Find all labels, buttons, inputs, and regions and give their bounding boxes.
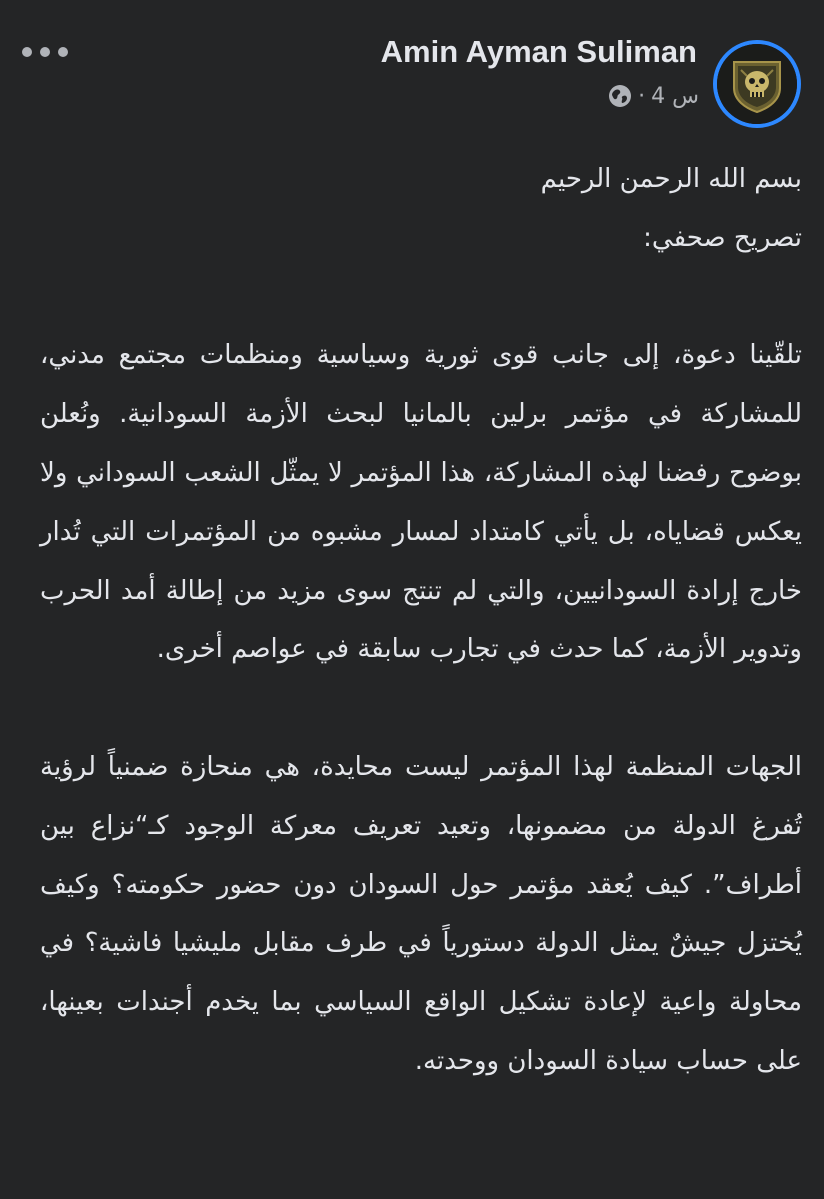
paragraph-spacer	[40, 679, 802, 738]
profile-avatar[interactable]	[713, 40, 801, 128]
more-options-icon-dot	[40, 47, 50, 57]
post-meta	[608, 79, 699, 113]
post-body	[40, 150, 802, 1091]
post-paragraph-1: تلقّينا دعوة، إلى جانب قوى ثورية وسياسية ومنظمات مجتمع مدني، للمشاركة في مؤتمر برلين بالمانيا لبحث الأزمة السودانية. ونُعلن بوضوح رفضنا لهذه المشاركة، هذا المؤتمر لا يمثّل الشعب السوداني ولا يعكس قضاياه، بل يأتي كامتداد لمسار مشبوه من المؤتمرات التي تُدار خارج إرادة السودانيين، والتي لم تنتج سوى مزيد من إطالة أمد الحرب وتدوير الأزمة، كما حدث في تجارب سابقة في عواصم أخرى.	[40, 340, 802, 665]
more-options-icon	[22, 47, 32, 57]
author-name[interactable]: Amin Ayman Suliman	[380, 34, 697, 69]
avatar-image	[717, 44, 797, 124]
post-timestamp[interactable]: 4 س	[651, 83, 699, 109]
post-heading: تصريح صحفي:	[643, 222, 802, 253]
post-paragraph-2: الجهات المنظمة لهذا المؤتمر ليست محايدة، هي منحازة ضمنياً لرؤية تُفرغ الدولة من مضمونها، وتعيد تعريف معركة الوجود كـ“نزاع بين أطراف”. كيف يُعقد مؤتمر حول السودان دون حضور حكومته؟ وكيف يُختزل جيشٌ يمثل الدولة دستورياً في طرف مقابل مليشيا فاشية؟ في محاولة واعية لإعادة تشكيل الواقع السياسي بما يخدم أجندات بعينها، على حساب سيادة السودان ووحدته.	[40, 751, 802, 1076]
more-options-button[interactable]	[22, 40, 68, 64]
globe-icon[interactable]	[608, 84, 632, 108]
post-salutation: بسم الله الرحمن الرحيم	[540, 164, 802, 194]
paragraph-spacer	[40, 268, 802, 327]
meta-separator: ·	[638, 83, 646, 109]
more-options-icon-dot	[58, 47, 68, 57]
